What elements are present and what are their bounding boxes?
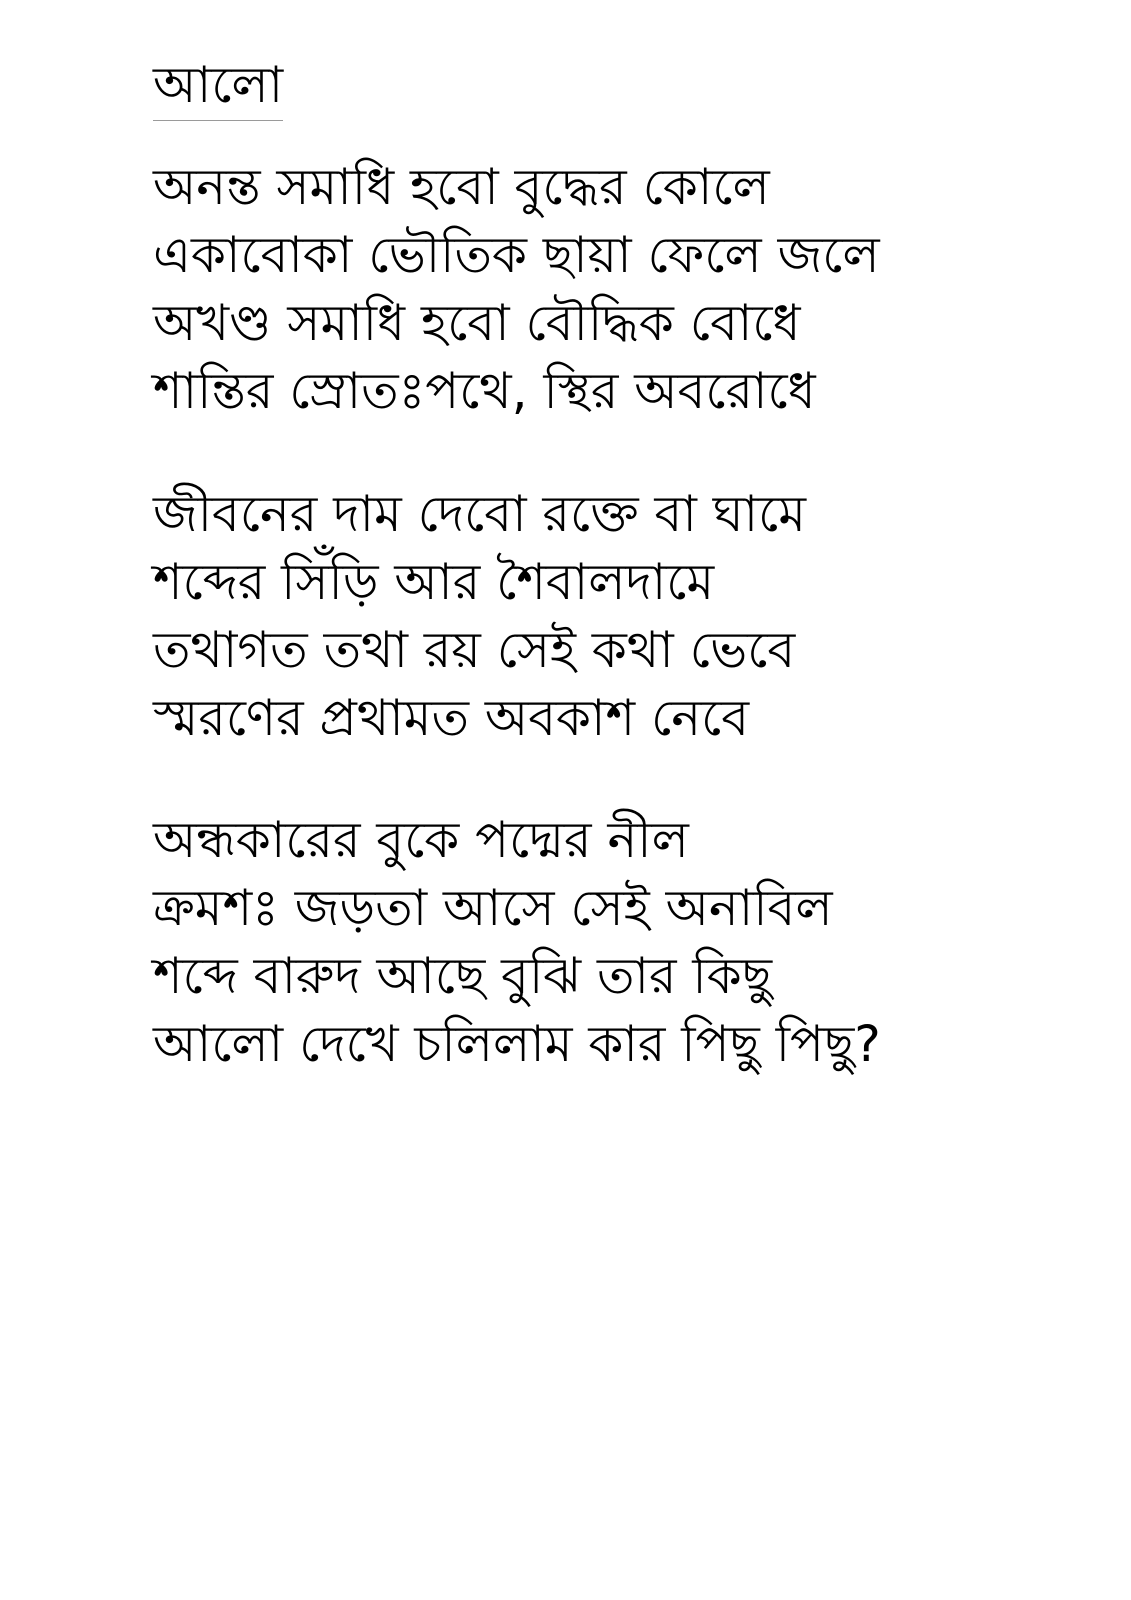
poem-line: একাবোকা ভৌতিক ছায়া ফেলে জলে — [153, 226, 880, 284]
stanza-3 — [153, 806, 881, 1078]
poem-title: আলো — [153, 52, 283, 121]
poem-line: অখণ্ড সমাধি হবো বৌদ্ধিক বোধে — [153, 294, 801, 352]
poem-line: শান্তির স্রোতঃপথে, স্থির অবরোধে — [153, 362, 816, 420]
poem-line: অন্ধকারের বুকে পদ্মের নীল — [153, 811, 689, 869]
poem-line: আলো দেখে চলিলাম কার পিছু পিছু? — [153, 1015, 881, 1073]
poem-line: ক্রমশঃ জড়তা আসে সেই অনাবিল — [153, 879, 833, 937]
stanza-2 — [153, 480, 806, 752]
poem-line: স্মরণের প্রথামত অবকাশ নেবে — [153, 689, 750, 747]
poem-line: জীবনের দাম দেবো রক্তে বা ঘামে — [153, 485, 807, 543]
stanza-1 — [153, 153, 880, 425]
poem-line: তথাগত তথা রয় সেই কথা ভেবে — [153, 621, 796, 679]
poem-line: শব্দের সিঁড়ি আর শৈবালদামে — [153, 553, 715, 611]
poem-line: শব্দে বারুদ আছে বুঝি তার কিছু — [153, 947, 773, 1005]
poem-line: অনন্ত সমাধি হবো বুদ্ধের কোলে — [153, 158, 770, 216]
